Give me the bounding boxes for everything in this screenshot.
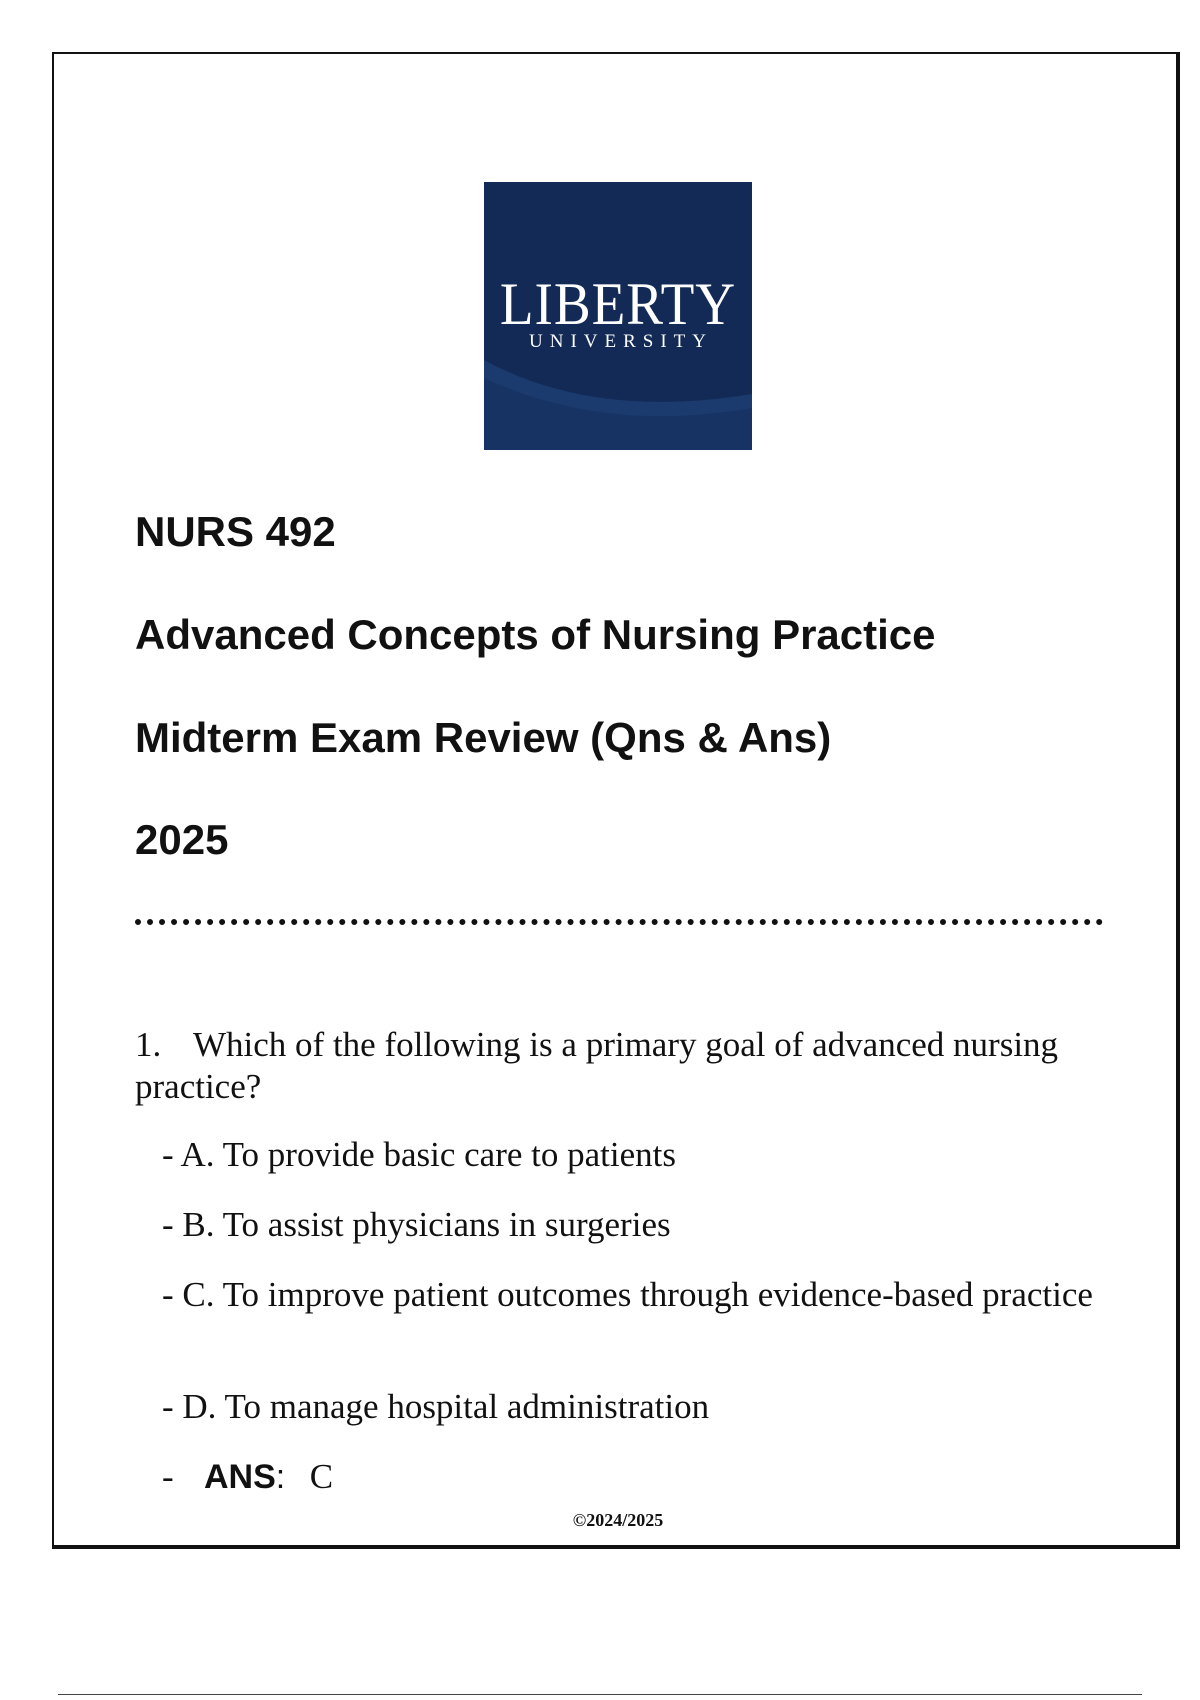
course-title: Advanced Concepts of Nursing Practice [135, 611, 936, 658]
answer-value: C [309, 1457, 334, 1496]
document-year: 2025 [135, 816, 229, 863]
option-b-text: - B. To assist physicians in surgeries [162, 1205, 671, 1244]
logo-subtext: UNIVERSITY [529, 331, 713, 352]
option-b [135, 1204, 1095, 1246]
logo-wordmark: LIBERTY [499, 271, 737, 337]
page-bottom-rule [58, 1694, 1142, 1695]
question-number: 1. [135, 1025, 162, 1064]
option-d-text: - D. To manage hospital administration [162, 1387, 710, 1426]
answer-line [162, 1456, 333, 1498]
answer-colon: : [275, 1458, 286, 1496]
question-1 [135, 1024, 1095, 1108]
document-subtitle: Midterm Exam Review (Qns & Ans) [135, 714, 832, 761]
option-a [135, 1134, 1095, 1176]
option-c-text: - C. To improve patient outcomes through evidence-based practice [162, 1275, 1093, 1314]
dotted-divider [135, 919, 1103, 925]
option-c [135, 1274, 1095, 1316]
course-code: NURS 492 [135, 508, 336, 555]
answer-dash: - [162, 1457, 174, 1496]
question-text: Which of the following is a primary goal of advanced nursing practice? [135, 1025, 1059, 1106]
university-logo [484, 182, 752, 450]
option-d [135, 1386, 1095, 1428]
option-a-text: - A. To provide basic care to patients [162, 1135, 676, 1174]
answer-label: ANS [204, 1458, 276, 1496]
copyright-notice: ©2024/2025 [572, 1510, 664, 1530]
